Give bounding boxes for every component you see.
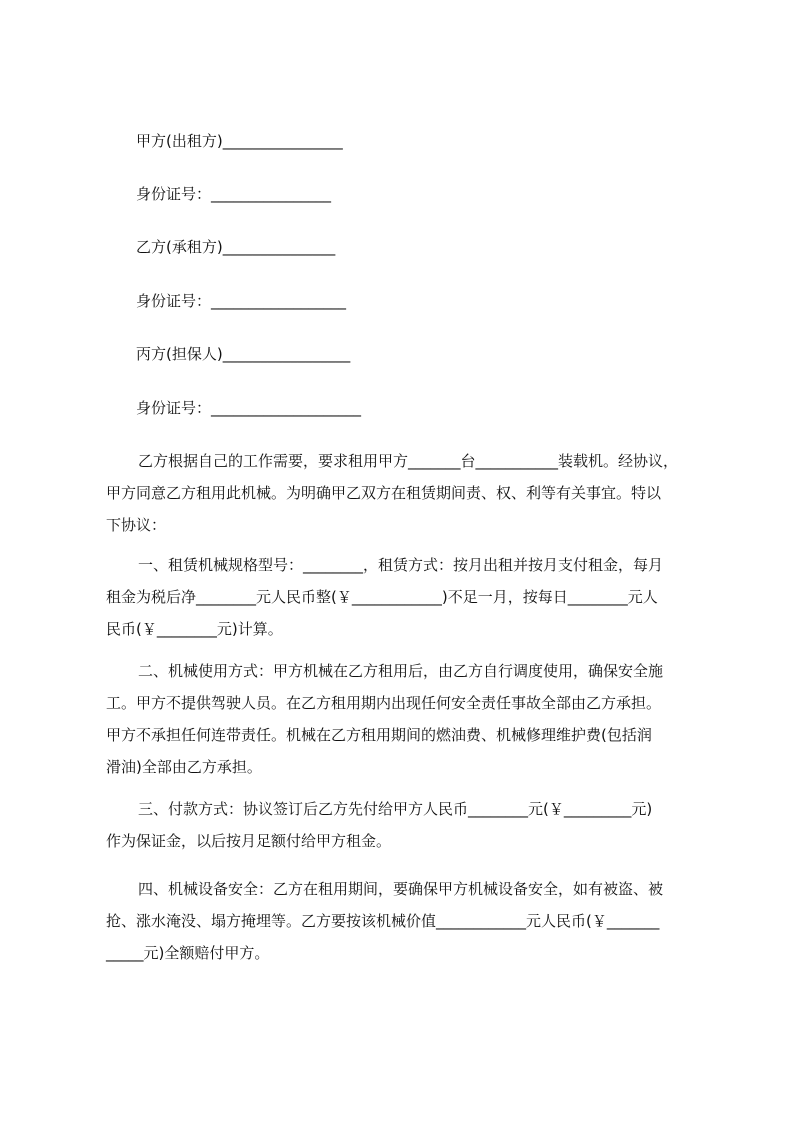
clause-line: 一、租赁机械规格型号：________，租赁方式：按月出租并按月支付租金，每月 [138,556,664,574]
clause-line: 四、机械设备安全：乙方在租用期间，要确保甲方机械设备安全，如有被盗、被 [138,880,664,898]
clause-4-equipment-safety [106,873,702,969]
clause-3-payment [106,793,702,857]
clause-line: 民币(￥________元)计算。 [106,620,283,638]
clause-line: 抢、涨水淹没、塌方掩埋等。乙方要按该机械价值____________元人民币(￥_______ [106,912,660,930]
party-c-id-number-field: 身份证号：____________________ [136,399,362,417]
party-b-lessee-field: 乙方(承租方)_______________ [136,238,336,256]
party-b-id-number-field: 身份证号：__________________ [136,292,347,310]
clause-line: 滑油)全部由乙方承担。 [106,758,262,776]
clause-line: 工。甲方不提供驾驶人员。在乙方租用期内出现任何安全责任事故全部由乙方承担。 [106,694,662,712]
intro-paragraph [106,445,702,541]
clause-line: 租金为税后净________元人民币整(￥____________)不足一月，按每日________元人 [106,588,658,606]
clause-1-equipment-rental [106,549,702,645]
clause-line: 作为保证金，以后按月足额付给甲方租金。 [106,832,392,850]
clause-line: 甲方不承担任何连带责任。机械在乙方租用期间的燃油费、机械修理维护费(包括润 [106,726,652,744]
intro-line: 乙方根据自己的工作需要，要求租用甲方_______台___________装载机。经协议， [138,452,679,470]
clause-2-usage [106,655,702,783]
clause-line: 三、付款方式：协议签订后乙方先付给甲方人民币________元(￥_________元) [138,800,653,818]
party-c-guarantor-field: 丙方(担保人)_________________ [136,345,351,363]
intro-line: 甲方同意乙方租用此机械。为明确甲乙双方在租赁期间责、权、利等有关事宜。特以 [106,484,662,502]
party-a-id-number-field: 身份证号：________________ [136,185,332,203]
clause-line: 二、机械使用方式：甲方机械在乙方租用后，由乙方自行调度使用，确保安全施 [138,662,664,680]
intro-line: 下协议： [106,516,167,534]
clause-line: _____元)全额赔付甲方。 [106,944,270,962]
party-a-lessor-field: 甲方(出租方)________________ [136,132,343,150]
